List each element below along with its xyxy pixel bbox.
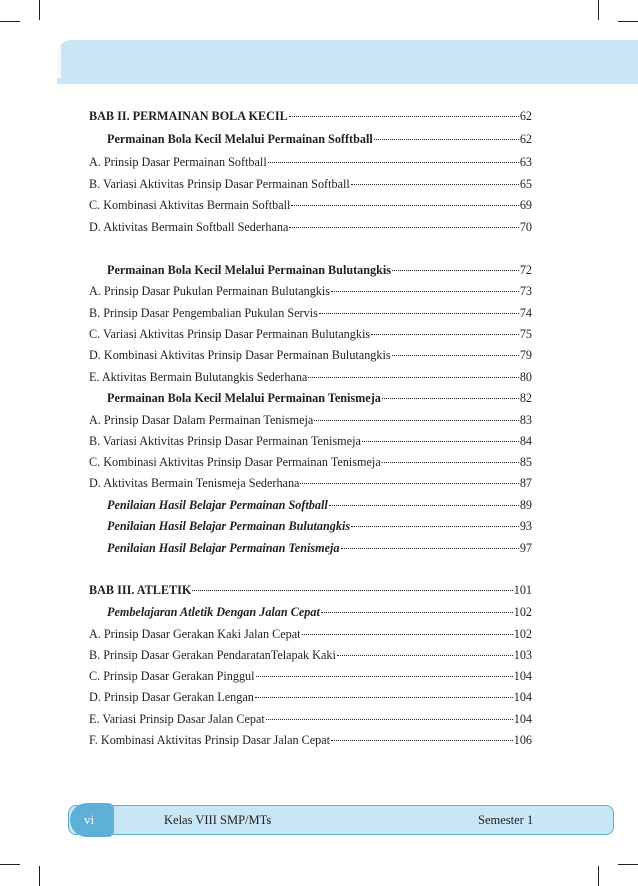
book-title: Kelas VIII SMP/MTs xyxy=(164,813,272,827)
toc-leader-dots xyxy=(341,547,519,549)
toc-entry xyxy=(89,732,532,748)
toc-entry-page: 82 xyxy=(519,391,532,405)
toc-leader-dots xyxy=(289,115,519,117)
toc-entry-label: E. Variasi Prinsip Dasar Jalan Cepat xyxy=(89,712,265,726)
semester-label: Semester 1 xyxy=(478,813,534,827)
toc-entry-label: A. Prinsip Dasar Pukulan Permainan Bulutangkis xyxy=(89,284,331,298)
crop-mark xyxy=(618,21,638,22)
toc-entry-page: 72 xyxy=(519,263,532,277)
toc-entry-label: A. Prinsip Dasar Dalam Permainan Tenismeja xyxy=(89,413,314,427)
toc-leader-dots xyxy=(256,675,513,677)
toc-entry-label: B. Variasi Aktivitas Prinsip Dasar Permainan Tenismeja xyxy=(89,434,361,448)
toc-entry-page: 79 xyxy=(519,348,532,362)
toc-entry xyxy=(89,108,532,124)
toc-leader-dots xyxy=(268,161,519,163)
toc-entry xyxy=(89,197,532,213)
toc-entry-label: E. Aktivitas Bermain Bulutangkis Sederhana xyxy=(89,370,308,384)
crop-mark xyxy=(39,866,40,886)
toc-leader-dots xyxy=(291,204,518,206)
toc-entry xyxy=(89,369,532,385)
toc-leader-dots xyxy=(255,696,513,698)
toc-entry-label: Permainan Bola Kecil Melalui Permainan Tenismeja xyxy=(107,391,381,405)
toc-leader-dots xyxy=(329,504,519,506)
toc-entry-label: Pembelajaran Atletik Dengan Jalan Cepat xyxy=(107,605,320,619)
toc-entry xyxy=(89,326,532,342)
toc-entry-label: Penilaian Hasil Belajar Permainan Tenismeja xyxy=(107,541,340,555)
toc-entry-page: 102 xyxy=(513,627,532,641)
toc-entry-label: Penilaian Hasil Belajar Permainan Softball xyxy=(107,498,328,512)
toc-entry-label: F. Kombinasi Aktivitas Prinsip Dasar Jalan Cepat xyxy=(89,733,331,747)
toc-leader-dots xyxy=(331,739,513,741)
toc-entry-page: 62 xyxy=(519,132,532,146)
toc-entry-label: D. Prinsip Dasar Gerakan Lengan xyxy=(89,690,254,704)
toc-leader-dots xyxy=(192,589,512,591)
toc-entry-page: 93 xyxy=(519,519,532,533)
toc-entry xyxy=(89,347,532,363)
toc-entry-label: B. Prinsip Dasar Gerakan PendaratanTelapak Kaki xyxy=(89,648,336,662)
toc-leader-dots xyxy=(321,611,513,613)
toc-entry xyxy=(89,283,532,299)
toc-leader-dots xyxy=(302,633,513,635)
toc-leader-dots xyxy=(308,376,518,378)
toc-entry-label: BAB II. PERMAINAN BOLA KECIL xyxy=(89,109,288,123)
header-band xyxy=(57,40,638,84)
toc-leader-dots xyxy=(319,312,519,314)
toc-entry-label: Permainan Bola Kecil Melalui Permainan Sofftball xyxy=(107,132,373,146)
toc-entry xyxy=(89,412,532,428)
toc-entry-page: 63 xyxy=(519,155,532,169)
toc-leader-dots xyxy=(337,654,513,656)
toc-entry-page: 75 xyxy=(519,327,532,341)
crop-mark xyxy=(0,864,20,865)
toc-entry xyxy=(89,433,532,449)
toc-leader-dots xyxy=(351,525,519,527)
toc-entry-label: Permainan Bola Kecil Melalui Permainan Bulutangkis xyxy=(107,263,392,277)
toc-entry-page: 69 xyxy=(519,198,532,212)
toc-entry xyxy=(89,305,532,321)
toc-entry-label: C. Variasi Aktivitas Prinsip Dasar Permainan Bulutangkis xyxy=(89,327,371,341)
toc-leader-dots xyxy=(289,226,518,228)
toc-entry-page: 102 xyxy=(513,605,532,619)
header-band-edge xyxy=(57,46,61,78)
toc-entry xyxy=(89,647,532,663)
toc-leader-dots xyxy=(374,138,519,140)
toc-entry-label: B. Prinsip Dasar Pengembalian Pukulan Servis xyxy=(89,306,318,320)
toc-entry xyxy=(107,518,532,534)
toc-entry-page: 104 xyxy=(513,690,532,704)
toc-leader-dots xyxy=(314,419,518,421)
toc-entry xyxy=(89,689,532,705)
toc-entry xyxy=(89,454,532,470)
toc-entry-page: 89 xyxy=(519,498,532,512)
toc-leader-dots xyxy=(331,290,519,292)
toc-entry-page: 85 xyxy=(519,455,532,469)
toc-entry-page: 87 xyxy=(519,476,532,490)
toc-entry-page: 83 xyxy=(519,413,532,427)
toc-leader-dots xyxy=(392,354,519,356)
toc-entry-label: D. Kombinasi Aktivitas Prinsip Dasar Permainan Bulutangkis xyxy=(89,348,391,362)
toc-entry-label: C. Kombinasi Aktivitas Bermain Softball xyxy=(89,198,291,212)
toc-leader-dots xyxy=(362,440,519,442)
toc-entry-page: 62 xyxy=(519,109,532,123)
toc-entry xyxy=(107,497,532,513)
toc-leader-dots xyxy=(382,397,519,399)
toc-entry-page: 104 xyxy=(513,712,532,726)
toc-entry-page: 103 xyxy=(513,648,532,662)
toc-entry xyxy=(107,604,532,620)
toc-entry-page: 104 xyxy=(513,669,532,683)
toc-entry-page: 73 xyxy=(519,284,532,298)
toc-entry xyxy=(89,582,532,598)
toc-entry-page: 74 xyxy=(519,306,532,320)
toc-entry xyxy=(107,390,532,406)
toc-entry-page: 65 xyxy=(519,177,532,191)
toc-entry-label: BAB III. ATLETIK xyxy=(89,583,192,597)
crop-mark xyxy=(618,864,638,865)
crop-mark xyxy=(598,0,599,20)
toc-entry xyxy=(107,131,532,147)
crop-mark xyxy=(0,21,20,22)
toc-entry-label: A. Prinsip Dasar Gerakan Kaki Jalan Cepat xyxy=(89,627,301,641)
toc-entry-label: B. Variasi Aktivitas Prinsip Dasar Permainan Softball xyxy=(89,177,350,191)
toc-entry-page: 80 xyxy=(519,370,532,384)
toc-entry xyxy=(89,668,532,684)
toc-entry xyxy=(89,219,532,235)
toc-leader-dots xyxy=(382,461,519,463)
toc-entry xyxy=(89,154,532,170)
toc-entry-page: 97 xyxy=(519,541,532,555)
toc-entry-label: A. Prinsip Dasar Permainan Softball xyxy=(89,155,267,169)
crop-mark xyxy=(39,0,40,20)
toc-entry xyxy=(89,626,532,642)
toc-entry-label: D. Aktivitas Bermain Tenismeja Sederhana xyxy=(89,476,300,490)
toc-entry-page: 106 xyxy=(513,733,532,747)
toc-entry-label: C. Kombinasi Aktivitas Prinsip Dasar Permainan Tenismeja xyxy=(89,455,381,469)
toc-entry-label: C. Prinsip Dasar Gerakan Pinggul xyxy=(89,669,255,683)
toc-leader-dots xyxy=(266,718,513,720)
toc-leader-dots xyxy=(351,183,519,185)
toc-entry xyxy=(89,711,532,727)
crop-mark xyxy=(598,866,599,886)
toc-entry xyxy=(107,262,532,278)
toc-leader-dots xyxy=(371,333,519,335)
toc-leader-dots xyxy=(300,482,518,484)
toc-entry xyxy=(89,176,532,192)
toc-entry xyxy=(107,540,532,556)
toc-entry-page: 101 xyxy=(513,583,532,597)
toc-entry-label: D. Aktivitas Bermain Softball Sederhana xyxy=(89,220,289,234)
toc-leader-dots xyxy=(392,269,519,271)
toc-entry-page: 70 xyxy=(519,220,532,234)
page-number: vi xyxy=(70,803,114,837)
toc-entry-label: Penilaian Hasil Belajar Permainan Bulutangkis xyxy=(107,519,351,533)
toc-entry xyxy=(89,475,532,491)
toc-entry-page: 84 xyxy=(519,434,532,448)
